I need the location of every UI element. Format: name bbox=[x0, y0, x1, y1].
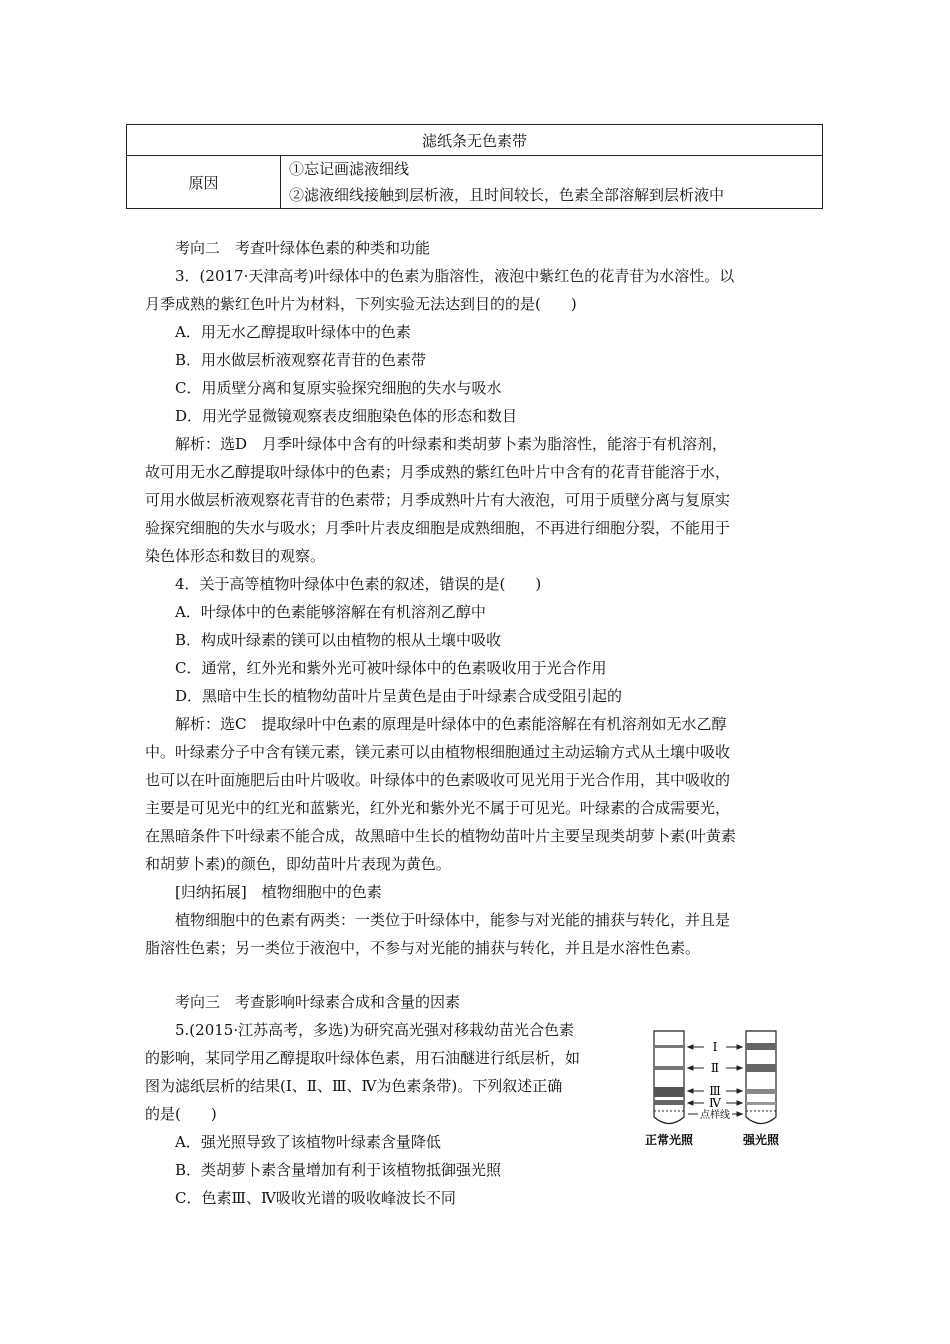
text-line: 中。叶绿素分子中含有镁元素，镁元素可以由植物根细胞通过主动运输方式从土壤中吸收 bbox=[145, 743, 731, 761]
text-line: 也可以在叶面施肥后由叶片吸收。叶绿体中的色素吸收可见光用于光合作用，其中吸收的 bbox=[145, 771, 731, 789]
text-line: 3．(2017·天津高考)叶绿体中的色素为脂溶性，液泡中紫红色的花青苷为水溶性。以 bbox=[175, 267, 735, 285]
right-caption: 强光照 bbox=[742, 1133, 780, 1147]
band-label-2: Ⅱ bbox=[710, 1061, 720, 1075]
text-line: A．强光照导致了该植物叶绿素含量降低 bbox=[175, 1133, 441, 1151]
text-line: 解析：选D 月季叶绿体中含有的叶绿素和类胡萝卜素为脂溶性，能溶于有机溶剂， bbox=[175, 435, 728, 453]
text-line: C．用质壁分离和复原实验探究细胞的失水与吸水 bbox=[175, 379, 502, 397]
left-band-1 bbox=[654, 1045, 684, 1048]
right-band-4 bbox=[746, 1102, 776, 1105]
text-line: D．黑暗中生长的植物幼苗叶片呈黄色是由于叶绿素合成受阻引起的 bbox=[175, 687, 623, 705]
right-band-1 bbox=[746, 1043, 776, 1050]
text-line: B．用水做层析液观察花青苷的色素带 bbox=[175, 351, 427, 369]
text-line: 5.(2015·江苏高考，多选)为研究高光强对移栽幼苗光合色素 bbox=[175, 1021, 574, 1039]
row-label: 原因 bbox=[127, 156, 281, 209]
text-line: 4．关于高等植物叶绿体中色素的叙述，错误的是( ) bbox=[175, 575, 542, 593]
left-band-4 bbox=[654, 1100, 684, 1105]
text-line: A．用无水乙醇提取叶绿体中的色素 bbox=[175, 323, 411, 341]
text-line: 故可用无水乙醇提取叶绿体中的色素；月季成熟的紫红色叶片中含有的花青苷能溶于水， bbox=[145, 463, 731, 481]
text-line: 月季成熟的紫红色叶片为材料，下列实验无法达到目的的是( ) bbox=[145, 295, 577, 313]
text-line: [归纳拓展] 植物细胞中的色素 bbox=[175, 883, 382, 901]
text-line: 考向二 考查叶绿体色素的种类和功能 bbox=[175, 239, 431, 257]
left-caption: 正常光照 bbox=[644, 1133, 694, 1147]
text-line: 主要是可见光中的红光和蓝紫光，红外光和紫外光不属于可见光。叶绿素的合成需要光， bbox=[145, 799, 731, 817]
text-line: 解析：选C 提取绿叶中色素的原理是叶绿体中的色素能溶解在有机溶剂如无水乙醇 bbox=[175, 715, 727, 733]
left-tube bbox=[654, 1031, 684, 1124]
text-line: C．通常，红外光和紫外光可被叶绿体中的色素吸收用于光合作用 bbox=[175, 659, 607, 677]
text-line: A．叶绿体中的色素能够溶解在有机溶剂乙醇中 bbox=[175, 603, 486, 621]
text-line: D．用光学显微镜观察表皮细胞染色体的形态和数目 bbox=[175, 407, 518, 425]
text-line: 在黑暗条件下叶绿素不能合成，故黑暗中生长的植物幼苗叶片主要呈现类胡萝卜素(叶黄素 bbox=[145, 827, 736, 845]
origin-label: 点样线 bbox=[700, 1110, 730, 1121]
text-line: 的影响，某同学用乙醇提取叶绿体色素，用石油醚进行纸层析，如 bbox=[145, 1049, 581, 1067]
band-label-1: Ⅰ bbox=[712, 1040, 718, 1054]
text-line: 图为滤纸层析的结果(Ⅰ、Ⅱ、Ⅲ、Ⅳ为色素条带)。下列叙述正确 bbox=[145, 1077, 563, 1095]
text-line: 和胡萝卜素)的颜色，即幼苗叶片表现为黄色。 bbox=[145, 855, 451, 873]
left-band-2 bbox=[654, 1066, 684, 1070]
text-line: 植物细胞中的色素有两类：一类位于叶绿体中，能参与对光能的捕获与转化，并且是 bbox=[175, 911, 731, 929]
reason-table bbox=[126, 124, 823, 209]
chromatography-figure bbox=[640, 1027, 800, 1152]
right-band-2 bbox=[746, 1064, 776, 1072]
band-label-3: Ⅲ bbox=[709, 1084, 721, 1098]
text-line: 验探究细胞的失水与吸水；月季叶片表皮细胞是成熟细胞，不再进行细胞分裂，不能用于 bbox=[145, 519, 731, 537]
text-line: 脂溶性色素；另一类位于液泡中，不参与对光能的捕获与转化，并且是水溶性色素。 bbox=[145, 939, 701, 957]
text-line: 考向三 考查影响叶绿素合成和含量的因素 bbox=[175, 993, 461, 1011]
text-line: 可用水做层析液观察花青苷的色素带；月季成熟叶片有大液泡，可用于质壁分离与复原实 bbox=[145, 491, 731, 509]
text-line: B．类胡萝卜素含量增加有利于该植物抵御强光照 bbox=[175, 1161, 502, 1179]
text-line: B．构成叶绿素的镁可以由植物的根从土壤中吸收 bbox=[175, 631, 502, 649]
right-band-3 bbox=[746, 1089, 776, 1094]
text-line: C．色素Ⅲ、Ⅳ吸收光谱的吸收峰波长不同 bbox=[175, 1189, 456, 1207]
table-header: 滤纸条无色素带 bbox=[127, 125, 823, 156]
left-band-3 bbox=[654, 1087, 684, 1097]
band-label-4: Ⅳ bbox=[709, 1096, 721, 1110]
text-line: 染色体形态和数目的观察。 bbox=[145, 547, 326, 565]
reason-cell bbox=[281, 156, 823, 209]
text-line: 的是( ) bbox=[145, 1105, 217, 1123]
reason-2: ②滤液细线接触到层析液，且时间较长，色素全部溶解到层析液中 bbox=[289, 186, 725, 204]
reason-1: ①忘记画滤液细线 bbox=[289, 160, 410, 178]
